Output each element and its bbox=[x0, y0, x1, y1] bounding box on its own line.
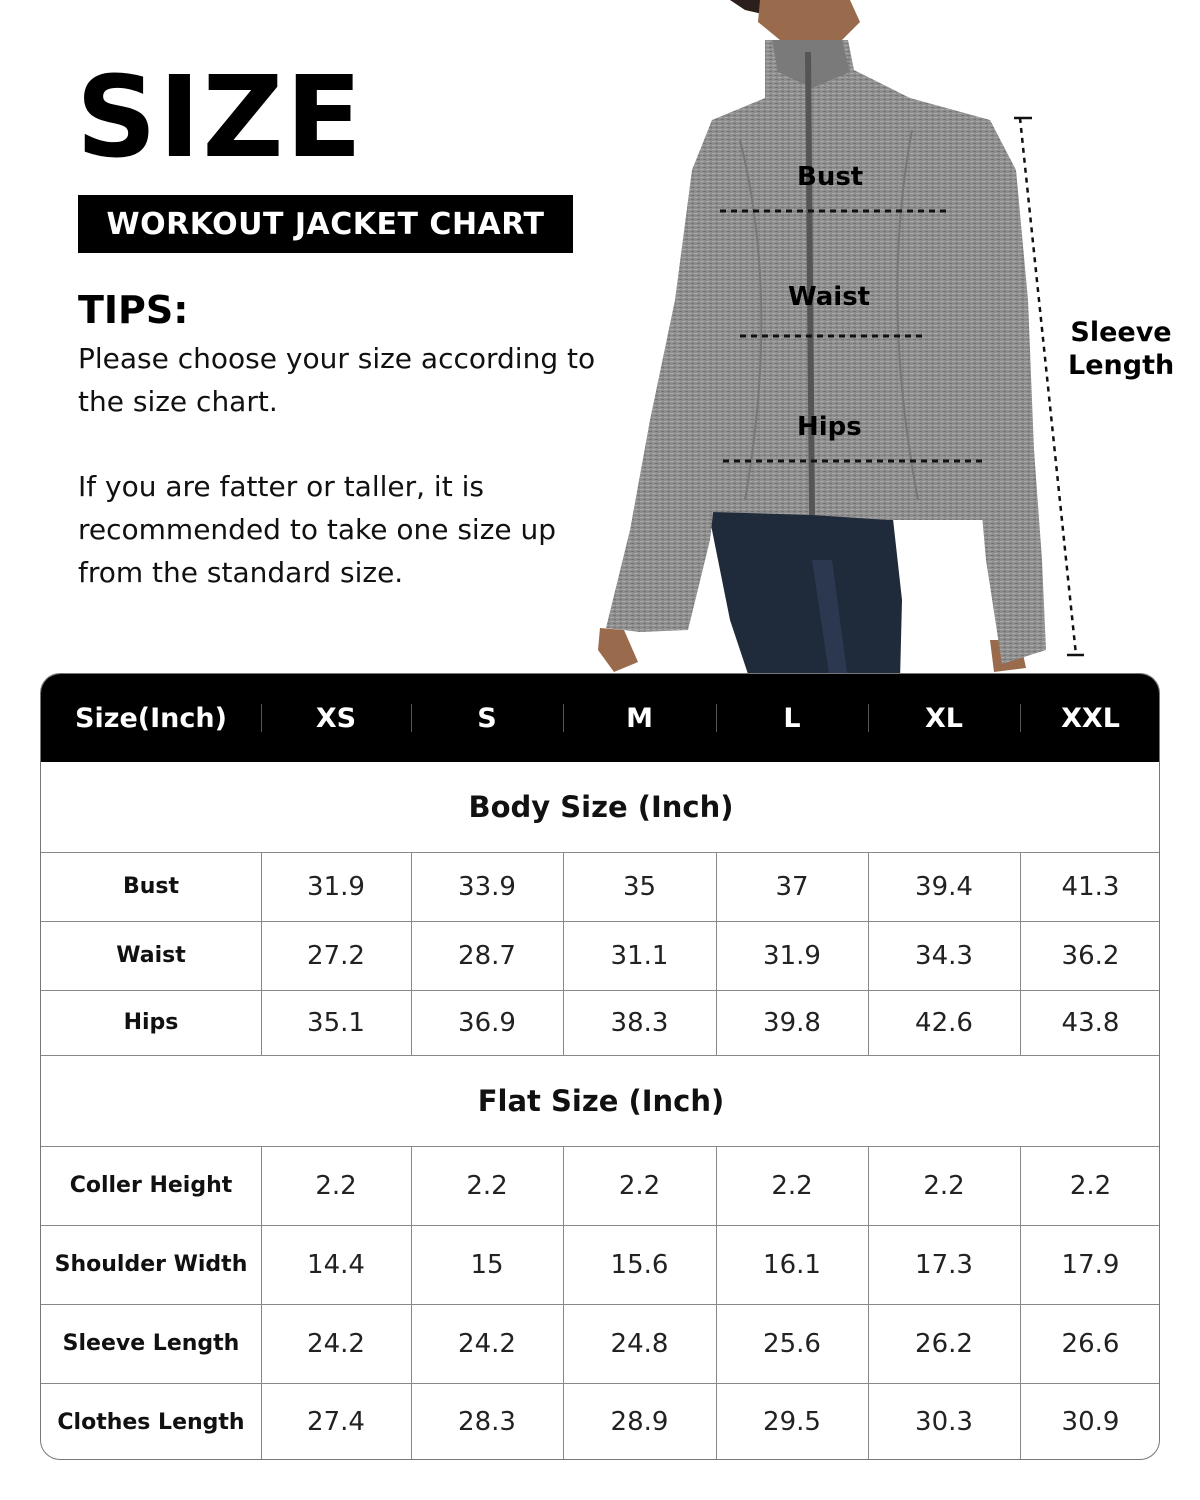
row-label: Coller Height bbox=[69, 1173, 233, 1198]
column-divider bbox=[411, 1146, 412, 1460]
table-cell: 24.2 bbox=[458, 1328, 516, 1359]
column-divider bbox=[1020, 852, 1021, 1055]
table-cell: 15 bbox=[470, 1249, 504, 1280]
pants-shape bbox=[708, 510, 902, 680]
row-label: Waist bbox=[116, 943, 186, 968]
table-cell: 35.1 bbox=[307, 1007, 365, 1038]
header-separator bbox=[868, 704, 869, 732]
table-cell: 33.9 bbox=[458, 871, 516, 902]
tips-heading: TIPS: bbox=[78, 288, 189, 332]
row-label: Clothes Length bbox=[57, 1409, 245, 1435]
column-divider bbox=[261, 852, 262, 1055]
table-cell: 35 bbox=[622, 871, 657, 902]
table-cell: 26.6 bbox=[1061, 1328, 1120, 1359]
page-title: SIZE bbox=[76, 53, 365, 183]
column-divider bbox=[716, 852, 717, 1055]
row-label: Sleeve Length bbox=[62, 1331, 240, 1356]
table-cell: 26.2 bbox=[915, 1328, 973, 1359]
table-cell: 2.2 bbox=[315, 1170, 357, 1201]
table-cell: 28.9 bbox=[610, 1407, 669, 1437]
table-cell: 39.4 bbox=[915, 871, 973, 902]
table-cell: 24.8 bbox=[610, 1328, 669, 1359]
sleeve-length-label: Sleeve Length bbox=[1068, 317, 1175, 381]
flat-size-title: Flat Size (Inch) bbox=[477, 1083, 725, 1118]
header-separator bbox=[411, 704, 412, 732]
table-cell: 17.9 bbox=[1061, 1249, 1120, 1280]
header-separator bbox=[563, 704, 564, 732]
column-divider bbox=[868, 852, 869, 1055]
table-cell: 39.8 bbox=[763, 1007, 821, 1038]
bust-label: Bust bbox=[797, 162, 864, 192]
header-separator bbox=[261, 704, 262, 732]
header-size-m: M bbox=[626, 702, 653, 734]
column-divider bbox=[261, 1146, 262, 1460]
row-label: Bust bbox=[122, 874, 180, 899]
chart-subtitle: WORKOUT JACKET CHART bbox=[78, 195, 573, 253]
header-separator bbox=[716, 704, 717, 732]
row-label: Hips bbox=[123, 1010, 179, 1035]
table-cell: 25.6 bbox=[763, 1328, 821, 1359]
table-cell: 2.2 bbox=[923, 1170, 965, 1201]
table-cell: 36.9 bbox=[458, 1007, 516, 1038]
table-cell: 31.9 bbox=[307, 871, 365, 902]
waist-label: Waist bbox=[788, 282, 871, 312]
header-size-xs: XS bbox=[315, 702, 357, 734]
header-size-l: L bbox=[783, 702, 801, 734]
table-cell: 14.4 bbox=[307, 1249, 365, 1280]
table-cell: 36.2 bbox=[1061, 940, 1120, 971]
table-cell: 43.8 bbox=[1061, 1007, 1120, 1038]
table-cell: 16.1 bbox=[763, 1249, 821, 1280]
table-cell: 17.3 bbox=[915, 1249, 973, 1280]
body-size-title: Body Size (Inch) bbox=[468, 790, 734, 824]
row-label: Shoulder Width bbox=[54, 1252, 248, 1277]
column-divider bbox=[563, 852, 564, 1055]
table-cell: 15.6 bbox=[610, 1249, 669, 1280]
table-cell: 27.2 bbox=[307, 940, 365, 971]
header-size-label: Size(Inch) bbox=[75, 702, 227, 734]
table-cell: 37 bbox=[775, 871, 809, 902]
table-cell: 28.7 bbox=[458, 940, 516, 971]
table-header bbox=[41, 674, 1160, 762]
size-chart-table bbox=[40, 673, 1160, 1460]
table-cell: 42.6 bbox=[915, 1007, 973, 1038]
table-cell: 24.2 bbox=[307, 1328, 365, 1359]
hips-label: Hips bbox=[797, 412, 862, 442]
table-cell: 30.9 bbox=[1061, 1407, 1120, 1437]
table-cell: 34.3 bbox=[915, 940, 973, 971]
table-cell: 2.2 bbox=[1069, 1170, 1112, 1201]
column-divider bbox=[716, 1146, 717, 1460]
table-cell: 30.3 bbox=[915, 1407, 973, 1437]
header-size-xl: XL bbox=[924, 702, 964, 734]
tips-line-2: If you are fatter or taller, it is recommended to take one size up from the standard size. bbox=[78, 470, 557, 589]
table-cell: 27.4 bbox=[307, 1407, 365, 1437]
header-size-s: S bbox=[477, 702, 497, 734]
table-cell: 31.1 bbox=[610, 940, 669, 971]
column-divider bbox=[868, 1146, 869, 1460]
table-cell: 29.5 bbox=[763, 1407, 821, 1437]
table-cell: 28.3 bbox=[458, 1407, 516, 1437]
table-cell: 38.3 bbox=[610, 1007, 669, 1038]
header-separator bbox=[1020, 704, 1021, 732]
column-divider bbox=[411, 852, 412, 1055]
column-divider bbox=[1020, 1146, 1021, 1460]
table-cell: 41.3 bbox=[1061, 871, 1120, 902]
header-size-xxl: XXL bbox=[1061, 702, 1120, 734]
tips-line-1: Please choose your size according to the size chart. bbox=[78, 342, 596, 418]
table-cell: 2.2 bbox=[618, 1170, 661, 1201]
table-cell: 2.2 bbox=[771, 1170, 813, 1201]
table-cell: 2.2 bbox=[466, 1170, 508, 1201]
column-divider bbox=[563, 1146, 564, 1460]
table-cell: 31.9 bbox=[763, 940, 821, 971]
